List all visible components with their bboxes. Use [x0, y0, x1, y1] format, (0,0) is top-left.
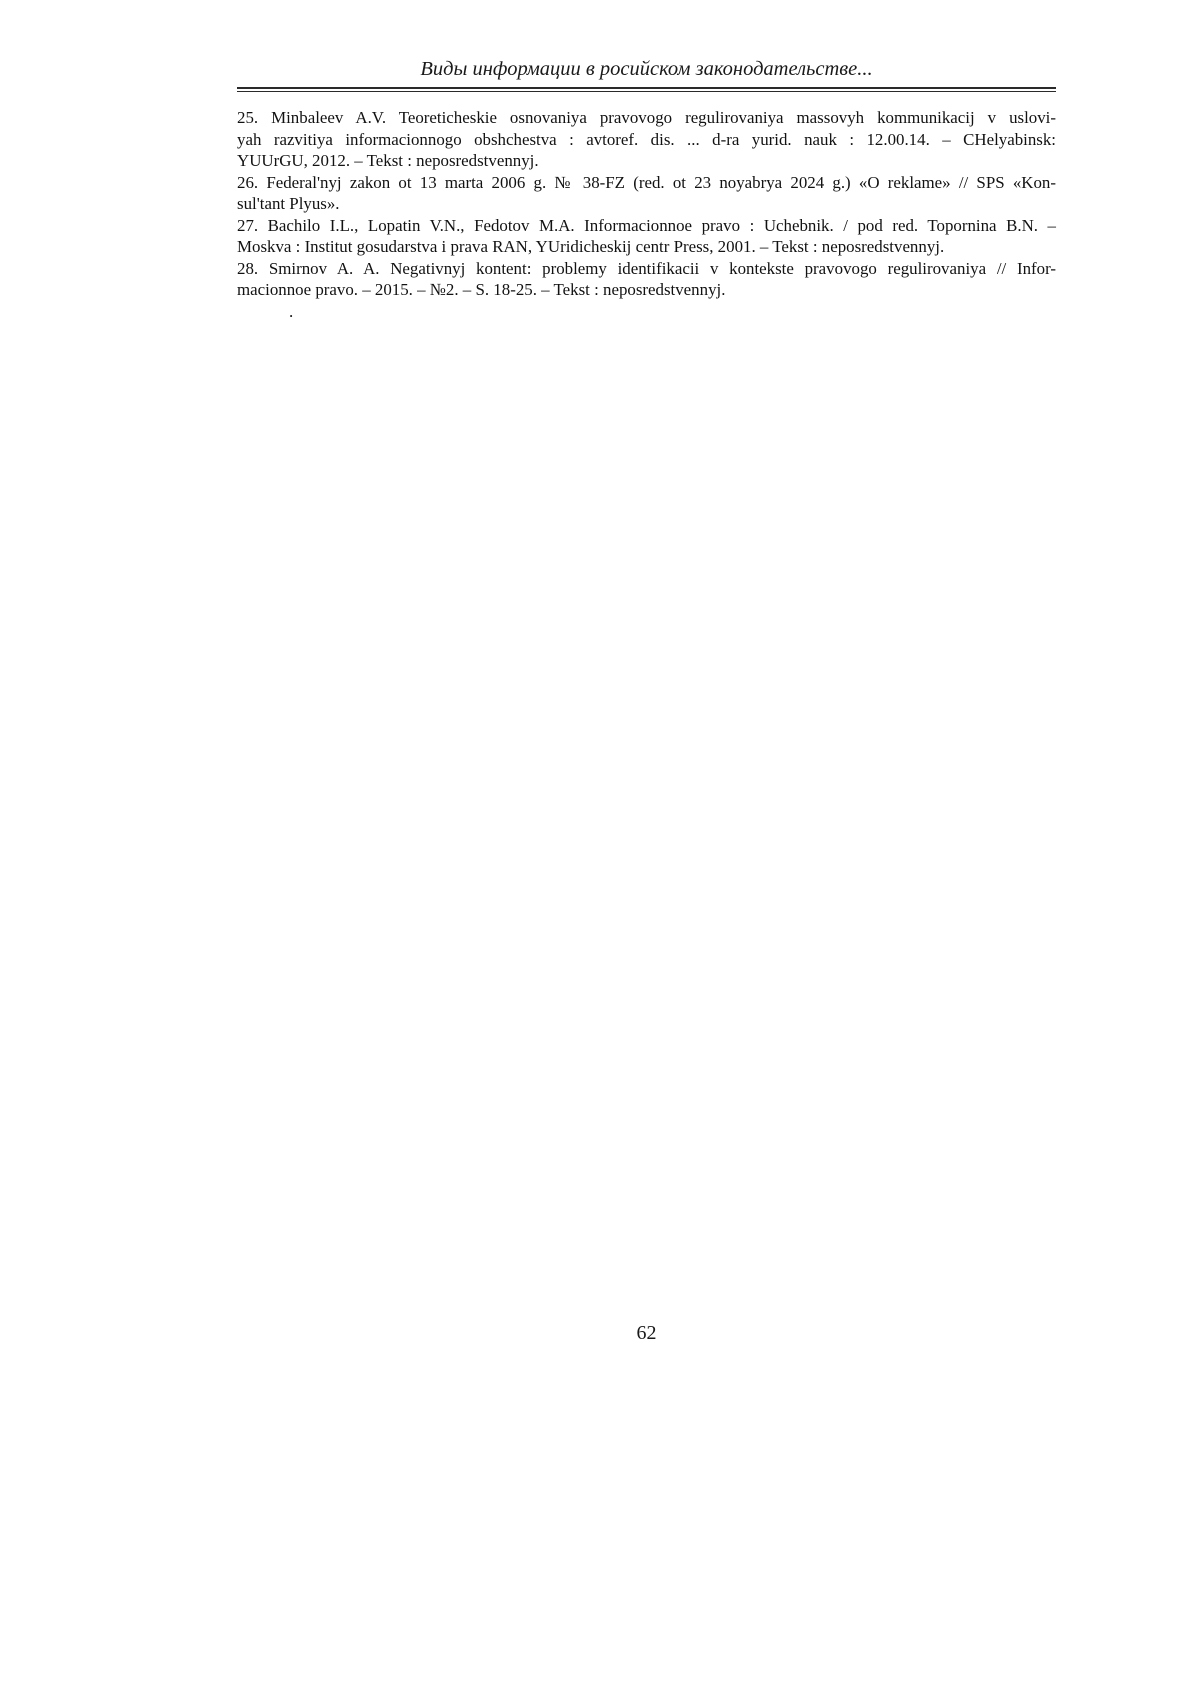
reference-item-26 — [237, 172, 1056, 215]
page-content — [237, 0, 1056, 322]
running-head: Виды информации в росийском законодательстве... — [420, 58, 873, 80]
reference-line: sul'tant Plyus». — [237, 194, 340, 213]
reference-item-28 — [237, 258, 1056, 301]
reference-line: 25. Minbaleev A.V. Teoreticheskie osnovaniya pravovogo regulirovaniya massovyh kommunikacij v uslovi- — [237, 108, 1056, 127]
reference-line: 28. Smirnov A. A. Negativnyj kontent: problemy identifikacii v kontekste pravovogo regulirovaniya // Infor- — [237, 258, 1056, 278]
reference-line: macionnoe pravo. – 2015. – №2. – S. 18-25. – Tekst : neposredstvennyj. — [237, 280, 726, 299]
reference-line: YUUrGU, 2012. – Tekst : neposredstvennyj. — [237, 151, 539, 170]
reference-line: yah razvitiya informacionnogo obshchestva : avtoref. dis. ... d-ra yurid. nauk : 12.00.14. – CHelyabinsk: — [237, 129, 1056, 149]
reference-line: Moskva : Institut gosudarstva i prava RAN, YUridicheskij centr Press, 2001. – Tekst : neposredstvennyj. — [237, 237, 945, 256]
reference-item-27 — [237, 215, 1056, 258]
reference-line: 26. Federal'nyj zakon ot 13 marta 2006 g. № 38-FZ (red. ot 23 noyabrya 2024 g.) «O reklame» // SPS «Kon- — [237, 172, 1056, 192]
reference-item-25 — [237, 107, 1056, 172]
header-rule — [237, 87, 1056, 92]
reference-line: 27. Bachilo I.L., Lopatin V.N., Fedotov M.A. Informacionnoe pravo : Uchebnik. / pod red. Topornina B.N. – — [237, 215, 1056, 235]
references-list — [237, 107, 1056, 322]
page-number: 62 — [636, 1322, 657, 1344]
trailing-period: . — [289, 301, 294, 321]
